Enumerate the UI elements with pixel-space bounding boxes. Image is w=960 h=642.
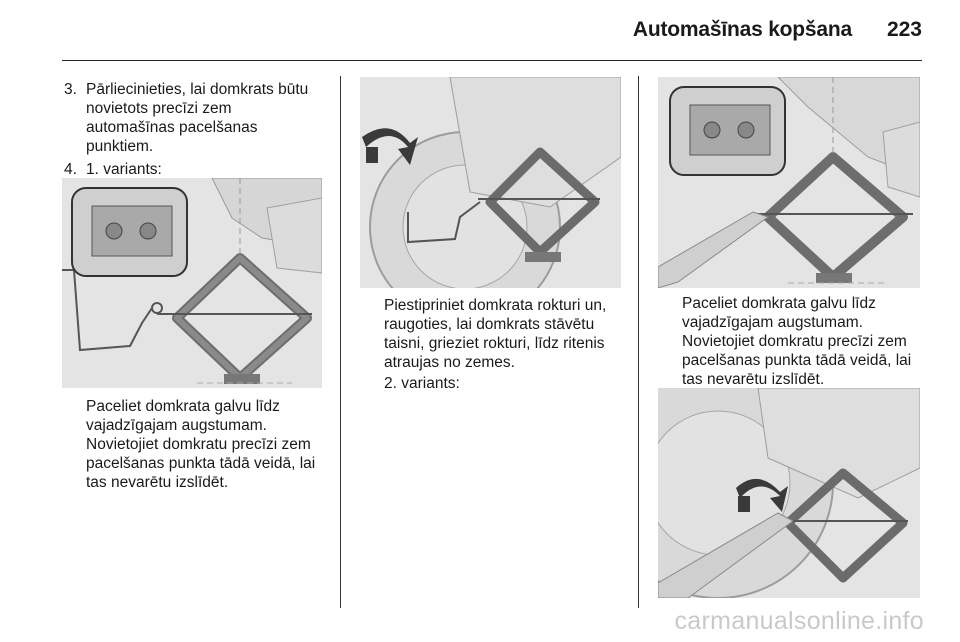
right-caption-line-2: vajadzīgajam augstumam. [682,314,863,331]
middle-caption-line-2: raugoties, lai domkrats stāvētu [384,316,595,333]
step-3-number: 3. [64,81,77,98]
step-3-line-2: novietots precīzi zem [86,100,232,117]
jack-under-wheel-rotate-illustration-2 [658,388,920,598]
jack-head-raise-illustration [658,77,920,288]
right-caption-line-1: Paceliet domkrata galvu līdz [682,295,876,312]
left-caption-line-2: vajadzīgajam augstumam. [86,417,267,434]
page-title: Automašīnas kopšana [632,18,852,41]
column-divider-1 [340,76,341,608]
left-caption-line-1: Paceliet domkrata galvu līdz [86,398,280,415]
header-divider [62,60,922,61]
middle-caption-line-3: taisni, grieziet rokturi, līdz ritenis [384,335,605,352]
right-caption-line-5: tas nevarētu izslīdēt. [682,371,825,388]
left-caption-line-4: pacelšanas punkta tādā veidā, lai [86,455,316,472]
page-number: 223 [886,18,922,41]
jack-under-wheel-rotate-illustration [360,77,621,288]
step-4-number: 4. [64,161,77,178]
middle-caption-line-4: atraujas no zemes. [384,354,515,371]
left-caption-line-5: tas nevarētu izslīdēt. [86,474,229,491]
left-caption-line-3: Novietojiet domkratu precīzi zem [86,436,311,453]
scissor-jack-with-crank-illustration [62,178,322,388]
step-4-text: 1. variants: [86,161,162,178]
middle-caption-line-1: Piestipriniet domkrata rokturi un, [384,297,607,314]
step-3-line-1: Pārliecinieties, lai domkrats būtu [86,81,309,98]
step-3-line-3: automašīnas pacelšanas [86,119,258,136]
step-3-line-4: punktiem. [86,138,154,155]
right-caption-line-4: pacelšanas punkta tādā veidā, lai [682,352,912,369]
right-caption-line-3: Novietojiet domkratu precīzi zem [682,333,907,350]
watermark: carmanualsonline.info [674,607,924,635]
variant-2-label: 2. variants: [384,375,460,392]
column-divider-2 [638,76,639,608]
